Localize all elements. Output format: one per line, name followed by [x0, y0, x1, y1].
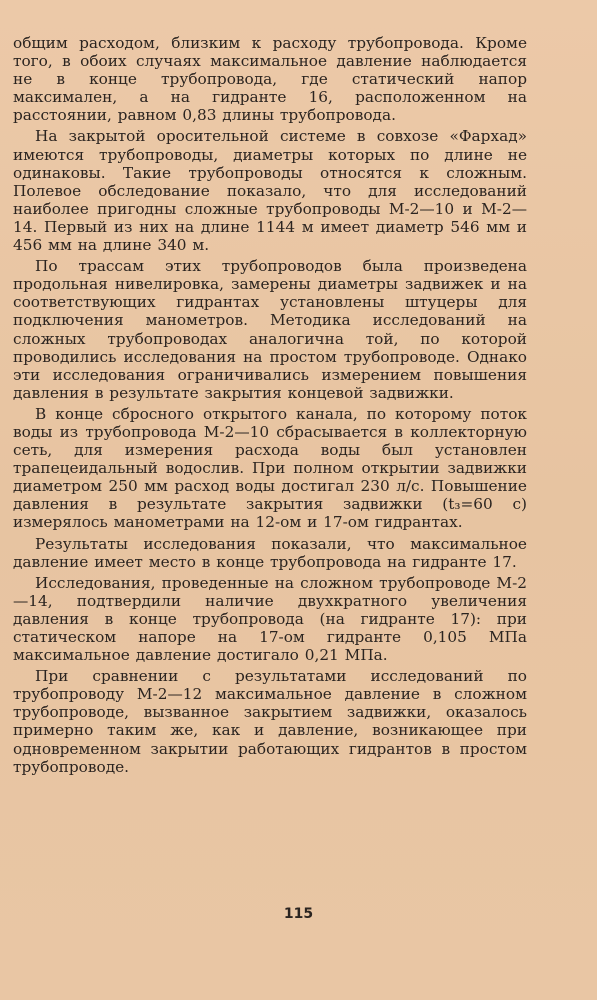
- paragraph-5: Результаты исследования показали, что максимальное давление имеет место в конце трубопровода на гидранте 17.: [13, 534, 527, 571]
- paragraph-7: При сравнении с результатами исследований по трубопроводу М-2—12 максимальное давление в сложном трубопроводе, вызванное закрытием задвижки, оказалось примерно таким же, как и давление, возникающее при одновременном закрытии работающих гидрантов в простом трубопроводе.: [13, 667, 527, 776]
- paragraph-4: В конце сбросного открытого канала, по которому поток воды из трубопровода М-2—10 сбрасывается в коллекторную сеть, для измерения расхода воды был установлен трапецеидальный водослив. При полном открытии задвижки диаметром 250 мм расход воды достигал 230 л/с. Повышение давления в результате закрытия задвижки (t₃=60 с) измерялось манометрами на 12-ом и 17-ом гидрантах.: [13, 404, 527, 532]
- body-text: [13, 34, 527, 779]
- paragraph-3: По трассам этих трубопроводов была произведена продольная нивелировка, замерены диаметры задвижек и на соответствующих гидрантах установлены штуцеры для подключения манометров. Методика исследований на сложных трубопроводах аналогична той, по которой проводились исследования на простом трубопроводе. Однако эти исследования ограничивались измерением повышения давления в результате закрытия концевой задвижки.: [13, 257, 527, 402]
- paragraph-6: Исследования, проведенные на сложном трубопроводе М-2—14, подтвердили наличие двухкратного увеличения давления в конце трубопровода (на гидранте 17): при статическом напоре на 17-ом гидранте 0,105 МПа максимальное давление достигало 0,21 МПа.: [13, 573, 527, 665]
- page-number: 115: [283, 906, 314, 922]
- paragraph-2: На закрытой оросительной системе в совхозе «Фархад» имеются трубопроводы, диаметры которых по длине не одинаковы. Такие трубопроводы относятся к сложным. Полевое обследование показало, что для исследований наиболее пригодны сложные трубопроводы М-2—10 и М-2—14. Первый из них на длине 1144 м имеет диаметр 546 мм и 456 мм на длине 340 м.: [13, 127, 527, 255]
- paragraph-1: общим расходом, близким к расходу трубопровода. Кроме того, в обоих случаях максимальное давление наблюдается не в конце трубопровода, где статический напор максимален, а на гидранте 16, расположенном на расстоянии, равном 0,83 длины трубопровода.: [13, 34, 527, 125]
